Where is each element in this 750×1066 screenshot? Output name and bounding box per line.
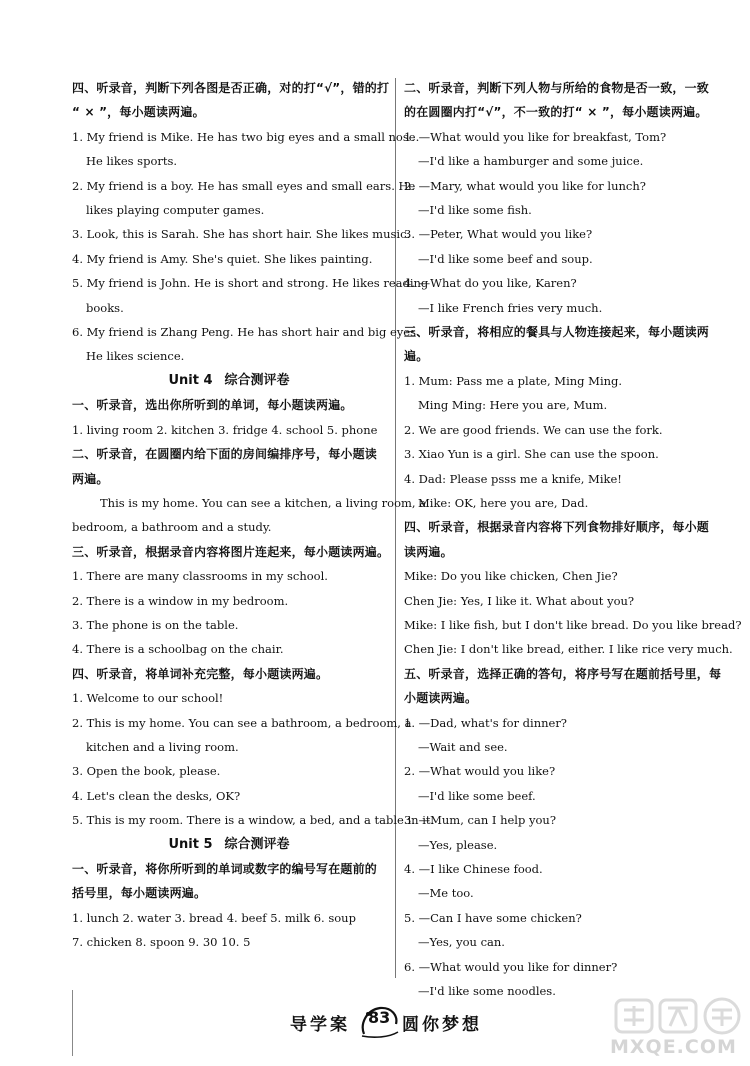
dialog-line: 1. —Dad, what's for dinner? [404,715,567,730]
paragraph-line: bedroom, a bathroom and a study. [72,520,272,535]
dialog-line: Chen Jie: Yes, I like it. What about you? [404,593,635,608]
watermark-url: MXQE.COM [610,1036,737,1058]
column-divider [395,78,396,978]
section-heading: 四、听录音，判断下列各图是否正确，对的打“√”，错的打 [72,81,390,95]
section-heading: 三、听录音，将相应的餐具与人物连接起来，每小题读两 [404,325,710,340]
unit4-subtitle: 综合测评卷 [224,372,290,388]
answer-line: 1. lunch 2. water 3. bread 4. beef 5. milk 6. soup [72,910,356,925]
dialog-line: Chen Jie: I don't like bread, either. I like rice very much. [404,642,733,657]
watermark-logo-icon [614,996,744,1036]
dialog-line: —I'd like some noodles. [418,984,556,999]
list-item: 6. My friend is Zhang Peng. He has short hair and big eyes. [72,325,420,340]
dialog-line: Mike: I like fish, but I don't like bread. Do you like bread? [404,617,742,632]
dialog-line: 3. —Mum, can I help you? [404,813,556,828]
dialog-line: Mike: Do you like chicken, Chen Jie? [404,569,618,584]
section-heading: 三、听录音，根据录音内容将图片连起来，每小题读两遍。 [72,544,390,559]
dialog-line: —Me too. [418,886,474,901]
footer-brand-left: 导学案 [290,1015,350,1035]
section-heading: 一、听录音，选出你所听到的单词，每小题读两遍。 [72,398,353,413]
dialog-line: —I like French fries very much. [418,300,603,315]
list-item: 5. My friend is John. He is short and strong. He likes reading [72,276,429,291]
list-item: 3. Open the book, please. [72,764,221,779]
unit4-title: Unit 4 综合测评卷 [168,372,290,388]
dialog-line: 1. Mum: Pass me a plate, Ming Ming. [404,373,623,388]
page-edge-line [72,990,73,1056]
dialog-line: —Yes, you can. [418,935,505,950]
list-item-cont: He likes science. [86,349,185,364]
list-item: 3. Look, this is Sarah. She has short hair. She likes music. [72,227,411,242]
dialog-line: —I'd like some beef. [418,788,536,803]
list-item: 3. The phone is on the table. [72,617,239,632]
section-heading-cont: 读两遍。 [404,544,453,559]
dialog-line: 6. —What would you like for dinner? [404,959,618,974]
dialog-line: —I'd like some fish. [418,203,532,218]
dialog-line: 5. —Can I have some chicken? [404,910,582,925]
unit5-title: Unit 5 综合测评卷 [168,836,290,852]
right-column [404,76,742,1003]
page-number: 83 [368,1008,391,1027]
section-heading: 一、听录音，将你所听到的单词或数字的编号写在题前的 [72,862,378,876]
section-heading: 五、听录音，选择正确的答句，将序号写在题前括号里，每 [404,666,722,681]
section-heading: 二、听录音，在圆圈内给下面的房间编排序号，每小题读 [72,447,378,462]
dialog-line: 2. —Mary, what would you like for lunch? [404,178,646,193]
list-item: 1. My friend is Mike. He has two big eyes and a small nose. [72,129,420,144]
dialog-line: Ming Ming: Here you are, Mum. [418,398,608,413]
answer-line: 7. chicken 8. spoon 9. 30 10. 5 [72,935,251,950]
list-item: 2. There is a window in my bedroom. [72,593,289,608]
dialog-line: 2. —What would you like? [404,764,556,779]
list-item: 2. My friend is a boy. He has small eyes and small ears. He [72,178,416,193]
dialog-line: 1. —What would you like for breakfast, Tom? [404,129,667,144]
section-heading-cont: 遍。 [404,349,429,364]
section-heading-cont: 的在圆圈内打“√”，不一致的打“ × ”，每小题读两遍。 [404,105,708,120]
list-item: 4. Let's clean the desks, OK? [72,788,241,803]
footer-brand-right: 圆你梦想 [402,1015,482,1035]
dialog-line: —I'd like some beef and soup. [418,251,593,266]
list-item: 1. There are many classrooms in my school. [72,569,328,584]
dialog-line: 4. —I like Chinese food. [404,862,543,876]
list-item: 1. Welcome to our school! [72,691,224,706]
list-item: 5. This is my room. There is a window, a bed, and a table in it. [72,813,435,828]
dialog-line: —Wait and see. [418,739,508,754]
section-heading-cont: 两遍。 [72,471,109,486]
list-item: 3. Xiao Yun is a girl. She can use the spoon. [404,447,659,462]
list-item-cont: He likes sports. [86,154,178,169]
dialog-line: Mike: OK, here you are, Dad. [418,495,589,510]
section-heading: 二、听录音，判断下列人物与所给的食物是否一致，一致 [404,81,710,95]
list-item: 2. We are good friends. We can use the fork. [404,422,663,437]
dialog-line: 3. —Peter, What would you like? [404,227,593,242]
dialog-line: —Yes, please. [418,837,498,852]
list-item-cont: kitchen and a living room. [86,739,239,754]
dialog-line: —I'd like a hamburger and some juice. [418,154,644,169]
section-heading-cont: 括号里，每小题读两遍。 [72,886,207,901]
watermark [610,996,750,1066]
left-column [72,76,435,955]
unit5-subtitle: 综合测评卷 [224,836,290,852]
list-item: 4. There is a schoolbag on the chair. [72,642,284,657]
dialog-line: 4. Dad: Please psss me a knife, Mike! [404,471,622,486]
list-item: 2. This is my home. You can see a bathroom, a bedroom, a [72,715,412,730]
section-heading: 四、听录音，将单词补充完整，每小题读两遍。 [72,666,329,681]
paragraph-line: This is my home. You can see a kitchen, a living room, a [100,495,427,510]
section-heading: 四、听录音，根据录音内容将下列食物排好顺序，每小题 [404,520,710,535]
page-footer [290,1004,510,1044]
dialog-line: 4. —What do you like, Karen? [404,276,577,291]
section-heading-cont: 小题读两遍。 [404,691,478,706]
list-item-cont: likes playing computer games. [86,203,265,218]
list-item-cont: books. [86,300,124,315]
section-heading-cont: “ × ”，每小题读两遍。 [72,105,205,120]
answer-line: 1. living room 2. kitchen 3. fridge 4. school 5. phone [72,422,378,437]
list-item: 4. My friend is Amy. She's quiet. She likes painting. [72,251,373,266]
